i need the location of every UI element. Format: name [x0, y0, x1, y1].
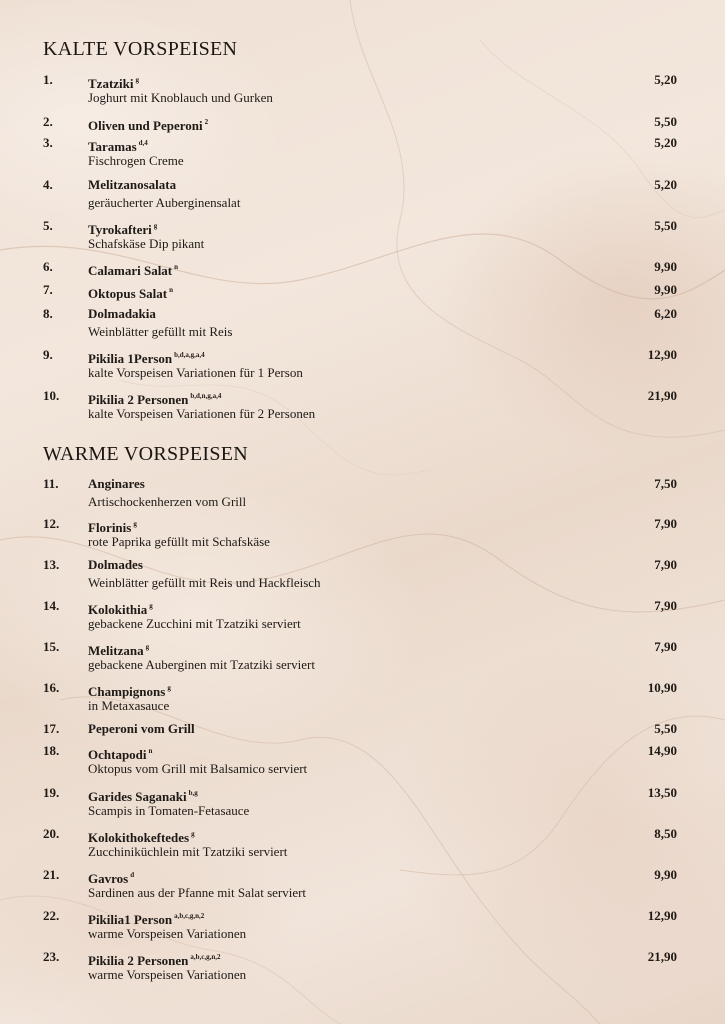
menu-item	[0, 135, 725, 175]
item-number: 15.	[43, 639, 60, 654]
menu-item	[0, 306, 725, 346]
allergen-codes: a,b,c,g,n,2	[190, 953, 221, 961]
item-name: Garides Saganaki	[88, 789, 187, 804]
item-number: 18.	[43, 743, 60, 758]
item-name: Peperoni vom Grill	[88, 721, 195, 736]
item-name-wrapper	[88, 306, 156, 322]
item-name-wrapper	[88, 114, 208, 134]
item-name: Dolmades	[88, 557, 143, 572]
item-description: rote Paprika gefüllt mit Schafskäse	[88, 534, 270, 549]
menu-item	[0, 743, 725, 783]
item-description: Fischrogen Creme	[88, 153, 184, 168]
item-name-wrapper	[88, 135, 148, 155]
menu-item	[0, 218, 725, 258]
item-price: 13,50	[647, 785, 677, 800]
item-description: Artischockenherzen vom Grill	[88, 494, 247, 509]
item-name-wrapper	[88, 908, 204, 928]
menu-item	[0, 388, 725, 428]
item-price: 5,20	[654, 177, 677, 192]
item-name-wrapper	[88, 72, 139, 92]
item-name: Melitzana	[88, 643, 144, 658]
allergen-codes: g	[145, 643, 150, 651]
item-price: 5,20	[654, 135, 677, 150]
item-name: Kolokithokeftedes	[88, 830, 190, 845]
item-name-wrapper	[88, 867, 134, 887]
item-price: 7,90	[654, 557, 677, 572]
item-name: Tyrokafteri	[88, 222, 152, 237]
section-title: KALTE VORSPEISEN	[43, 38, 238, 60]
item-number: 10.	[43, 388, 60, 403]
item-description: Sardinen aus der Pfanne mit Salat serviert	[88, 885, 307, 900]
item-name-wrapper	[88, 639, 149, 659]
item-price: 7,90	[654, 516, 677, 531]
item-number: 20.	[43, 826, 60, 841]
item-number: 14.	[43, 598, 60, 613]
item-price: 7,50	[654, 476, 677, 491]
item-name-wrapper	[88, 259, 178, 279]
item-number: 22.	[43, 908, 60, 923]
item-number: 8.	[43, 306, 53, 321]
allergen-codes: d,4	[138, 139, 148, 147]
item-name: Florinis	[88, 520, 132, 535]
item-name: Calamari Salat	[88, 263, 173, 278]
allergen-codes: g	[191, 830, 195, 838]
item-name: Oliven und Peperoni	[88, 118, 203, 133]
item-price: 21,90	[647, 949, 677, 964]
item-description: gebackene Zucchini mit Tzatziki serviert	[88, 616, 301, 631]
item-name-wrapper	[88, 785, 198, 805]
menu-item	[0, 949, 725, 989]
item-number: 19.	[43, 785, 60, 800]
item-name: Anginares	[88, 476, 145, 491]
allergen-codes: n	[169, 286, 174, 294]
item-description: Scampis in Tomaten-Fetasauce	[88, 803, 250, 818]
allergen-codes: g	[135, 76, 139, 84]
item-description: geräucherter Auberginensalat	[88, 195, 241, 210]
item-number: 12.	[43, 516, 60, 531]
item-price: 9,90	[654, 282, 677, 297]
item-number: 21.	[43, 867, 60, 882]
item-price: 5,20	[654, 72, 677, 87]
item-description: in Metaxasauce	[88, 698, 170, 713]
item-name-wrapper	[88, 516, 137, 536]
item-description: Zucchiniküchlein mit Tzatziki serviert	[88, 844, 288, 859]
item-number: 7.	[43, 282, 53, 297]
item-number: 9.	[43, 347, 53, 362]
item-number: 3.	[43, 135, 53, 150]
item-name: Dolmadakia	[88, 306, 156, 321]
allergen-codes: n	[174, 263, 179, 271]
item-name: Tzatziki	[88, 76, 134, 91]
item-number: 16.	[43, 680, 60, 695]
item-name-wrapper	[88, 680, 171, 700]
item-price: 7,90	[654, 639, 677, 654]
item-number: 4.	[43, 177, 53, 192]
menu-item	[0, 72, 725, 112]
item-description: Schafskäse Dip pikant	[88, 236, 205, 251]
item-name: Pikilia 2 Personen	[88, 392, 189, 407]
item-description: warme Vorspeisen Variationen	[88, 926, 247, 941]
menu-item	[0, 476, 725, 516]
allergen-codes: b,g	[188, 789, 198, 797]
item-name: Oktopus Salat	[88, 286, 168, 301]
menu-item	[0, 680, 725, 720]
menu-item	[0, 557, 725, 597]
item-name: Gavros	[88, 871, 129, 886]
allergen-codes: n	[148, 747, 153, 755]
menu-item	[0, 826, 725, 866]
item-name-wrapper	[88, 743, 152, 763]
item-name-wrapper	[88, 347, 205, 367]
menu-item	[0, 347, 725, 387]
item-price: 10,90	[647, 680, 677, 695]
item-description: Weinblätter gefüllt mit Reis und Hackfleisch	[88, 575, 321, 590]
item-price: 5,50	[654, 721, 677, 736]
allergen-codes: g	[167, 684, 171, 692]
item-number: 17.	[43, 721, 60, 736]
item-name-wrapper	[88, 476, 145, 492]
item-price: 5,50	[654, 114, 677, 129]
item-price: 6,20	[654, 306, 677, 321]
section-title: WARME VORSPEISEN	[43, 443, 249, 465]
item-name-wrapper	[88, 598, 153, 618]
menu-item	[0, 908, 725, 948]
allergen-codes: b,d,a,g,a,4	[174, 351, 205, 359]
item-number: 6.	[43, 259, 53, 274]
item-name: Melitzanosalata	[88, 177, 177, 192]
item-number: 11.	[43, 476, 59, 491]
item-name-wrapper	[88, 949, 221, 969]
item-price: 14,90	[647, 743, 677, 758]
item-name-wrapper	[88, 177, 176, 193]
item-name: Pikilia1 Person	[88, 912, 173, 927]
item-name-wrapper	[88, 218, 157, 238]
item-number: 2.	[43, 114, 53, 129]
item-price: 21,90	[647, 388, 677, 403]
allergen-codes: g	[133, 520, 137, 528]
item-name: Champignons	[88, 684, 166, 699]
item-description: Joghurt mit Knoblauch und Gurken	[88, 90, 273, 105]
item-description: Weinblätter gefüllt mit Reis	[88, 324, 233, 339]
item-price: 7,90	[654, 598, 677, 613]
item-number: 13.	[43, 557, 60, 572]
item-name-wrapper	[88, 388, 221, 408]
menu-item	[0, 639, 725, 679]
item-name-wrapper	[88, 721, 195, 737]
item-name: Taramas	[88, 139, 137, 154]
item-name: Ochtapodi	[88, 747, 147, 762]
item-description: kalte Vorspeisen Variationen für 1 Person	[88, 365, 303, 380]
item-number: 23.	[43, 949, 60, 964]
menu-item	[0, 598, 725, 638]
item-description: warme Vorspeisen Variationen	[88, 967, 247, 982]
menu-item	[0, 516, 725, 556]
item-name-wrapper	[88, 826, 195, 846]
allergen-codes: g	[153, 222, 158, 230]
item-number: 5.	[43, 218, 53, 233]
item-number: 1.	[43, 72, 53, 87]
item-name-wrapper	[88, 557, 143, 573]
item-name: Pikilia 1Person	[88, 351, 173, 366]
item-name: Pikilia 2 Personen	[88, 953, 189, 968]
allergen-codes: d	[130, 871, 135, 879]
menu-item	[0, 867, 725, 907]
item-price: 12,90	[647, 908, 677, 923]
item-price: 9,90	[654, 259, 677, 274]
item-price: 12,90	[647, 347, 677, 362]
item-description: Oktopus vom Grill mit Balsamico serviert	[88, 761, 308, 776]
allergen-codes: b,d,n,g,a,4	[190, 392, 222, 400]
item-name: Kolokithia	[88, 602, 148, 617]
item-price: 8,50	[654, 826, 677, 841]
item-description: gebackene Auberginen mit Tzatziki serviert	[88, 657, 315, 672]
allergen-codes: 2	[204, 118, 209, 126]
allergen-codes: g	[149, 602, 153, 610]
menu-item	[0, 177, 725, 217]
item-price: 9,90	[654, 867, 677, 882]
item-description: kalte Vorspeisen Variationen für 2 Personen	[88, 406, 316, 421]
item-price: 5,50	[654, 218, 677, 233]
allergen-codes: a,b,c,g,n,2	[174, 912, 205, 920]
menu-item	[0, 785, 725, 825]
item-name-wrapper	[88, 282, 173, 302]
